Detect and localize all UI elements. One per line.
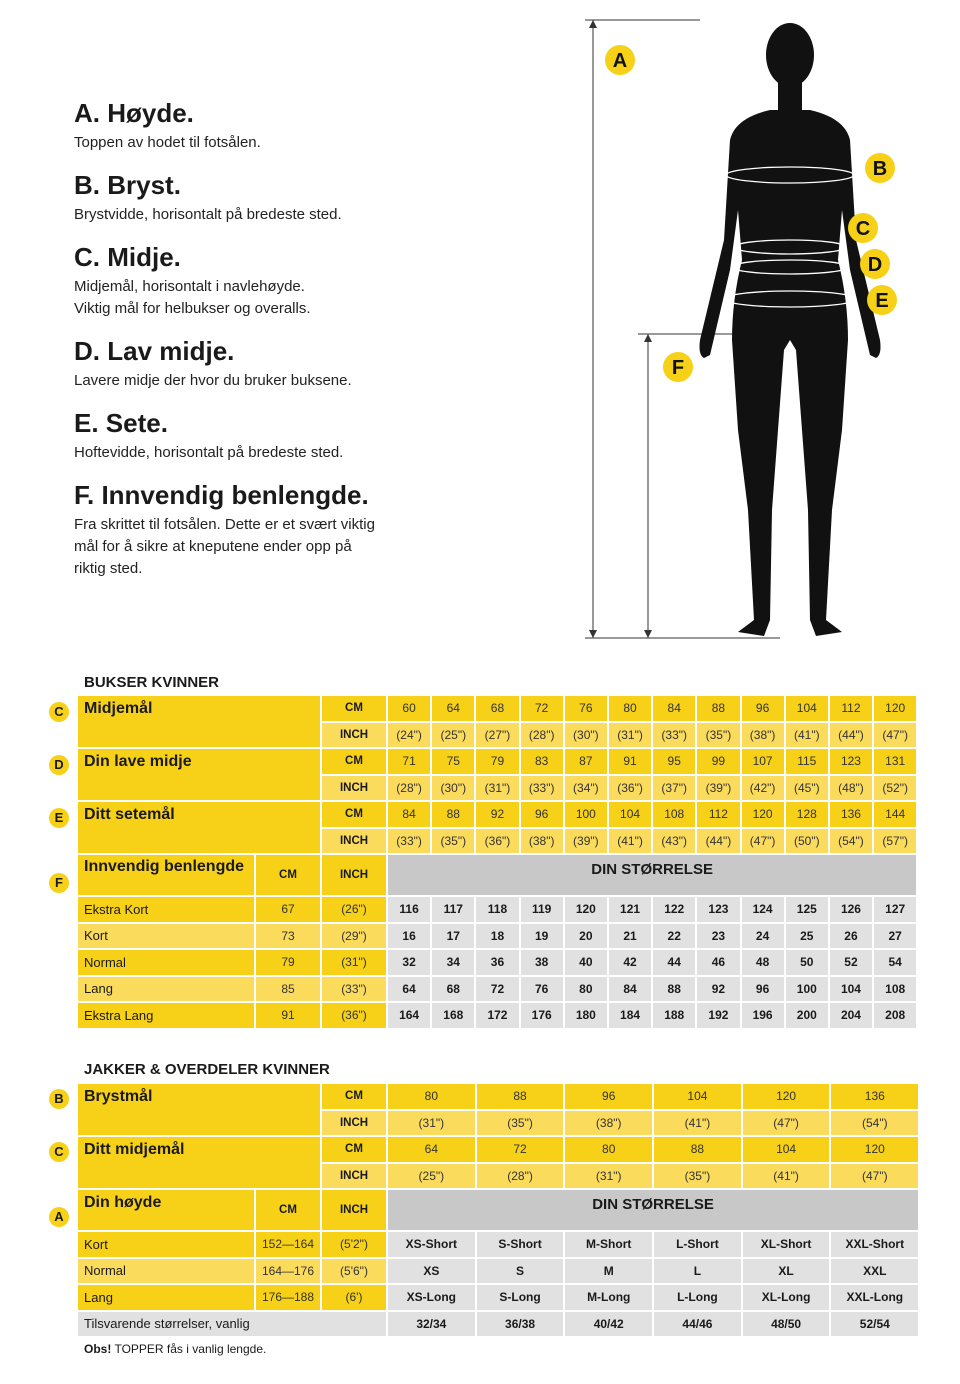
cm-value: 84 bbox=[388, 802, 430, 827]
inch-value: (31") bbox=[476, 776, 518, 801]
definition-item bbox=[74, 168, 474, 226]
size-value: L bbox=[654, 1259, 741, 1284]
badge-f: F bbox=[49, 873, 69, 893]
measure-label: Ditt midjemål bbox=[78, 1137, 320, 1188]
size-value: 21 bbox=[609, 924, 651, 949]
inseam-row bbox=[78, 977, 916, 1002]
inseam-label: Innvendig benlengde bbox=[78, 855, 254, 895]
definition-text: Midjemål, horisontalt i navlehøyde. Viktig mål for helbukser og overalls. bbox=[74, 278, 311, 317]
measure-row-cm bbox=[78, 696, 916, 721]
inch-value: (24") bbox=[388, 723, 430, 748]
size-value: 34 bbox=[432, 950, 474, 975]
inch-value: (25") bbox=[388, 1164, 475, 1189]
female-silhouette bbox=[700, 23, 881, 636]
unit-inch: INCH bbox=[322, 1111, 386, 1136]
height-inch: (5'6") bbox=[322, 1259, 386, 1284]
inch-value: (39") bbox=[697, 776, 739, 801]
height-label: Din høyde bbox=[78, 1190, 254, 1230]
inseam-row bbox=[78, 897, 916, 922]
badge-c: C bbox=[49, 702, 69, 722]
size-value: 120 bbox=[565, 897, 607, 922]
unit-cm: CM bbox=[322, 1137, 386, 1162]
size-value: 117 bbox=[432, 897, 474, 922]
equiv-value: 32/34 bbox=[388, 1312, 475, 1337]
inseam-row-label: Kort bbox=[78, 924, 254, 949]
inch-value: (43") bbox=[653, 829, 695, 854]
inch-value: (41") bbox=[609, 829, 651, 854]
badge-e: E bbox=[49, 808, 69, 828]
inch-value: (41") bbox=[743, 1164, 830, 1189]
inseam-cm: 91 bbox=[256, 1003, 320, 1028]
inch-value: (50") bbox=[786, 829, 828, 854]
cm-value: 136 bbox=[830, 802, 872, 827]
inch-value: (31") bbox=[388, 1111, 475, 1136]
inseam-cm: 73 bbox=[256, 924, 320, 949]
definition-text: Fra skrittet til fotsålen. Dette er et svært viktig mål for å sikre at kneputene ender opp på riktig sted. bbox=[74, 516, 375, 577]
inseam-row-label: Ekstra Kort bbox=[78, 897, 254, 922]
badge-b: B bbox=[49, 1089, 69, 1109]
inseam-inch: (26") bbox=[322, 897, 386, 922]
inseam-header-row bbox=[78, 855, 916, 895]
size-value: 172 bbox=[476, 1003, 518, 1028]
inch-value: (41") bbox=[786, 723, 828, 748]
cm-value: 108 bbox=[653, 802, 695, 827]
cm-value: 88 bbox=[432, 802, 474, 827]
size-value: 100 bbox=[786, 977, 828, 1002]
cm-value: 96 bbox=[521, 802, 563, 827]
cm-value: 104 bbox=[786, 696, 828, 721]
cm-value: 76 bbox=[565, 696, 607, 721]
cm-value: 80 bbox=[388, 1084, 475, 1109]
height-cm: 176—188 bbox=[256, 1285, 320, 1310]
size-value: M-Short bbox=[565, 1232, 652, 1257]
inch-value: (36") bbox=[476, 829, 518, 854]
height-unit-inch: INCH bbox=[322, 1190, 386, 1230]
footnote-text: TOPPER fås i vanlig lengde. bbox=[114, 1342, 267, 1356]
cm-value: 88 bbox=[654, 1137, 741, 1162]
inch-value: (35") bbox=[432, 829, 474, 854]
equiv-value: 40/42 bbox=[565, 1312, 652, 1337]
size-value: 124 bbox=[742, 897, 784, 922]
definition-title: F. Innvendig benlengde. bbox=[74, 480, 369, 510]
size-value: 188 bbox=[653, 1003, 695, 1028]
size-value: M bbox=[565, 1259, 652, 1284]
marker-label: C bbox=[855, 218, 871, 240]
cm-value: 115 bbox=[786, 749, 828, 774]
size-value: 26 bbox=[830, 924, 872, 949]
size-value: 16 bbox=[388, 924, 430, 949]
inseam-inch: (31") bbox=[322, 950, 386, 975]
height-row-label: Lang bbox=[78, 1285, 254, 1310]
equiv-value: 44/46 bbox=[654, 1312, 741, 1337]
inseam-inch: (33") bbox=[322, 977, 386, 1002]
inch-value: (47") bbox=[743, 1111, 830, 1136]
size-value: 48 bbox=[742, 950, 784, 975]
size-value: 84 bbox=[609, 977, 651, 1002]
inch-value: (39") bbox=[565, 829, 607, 854]
inseam-cm: 79 bbox=[256, 950, 320, 975]
size-value: L-Short bbox=[654, 1232, 741, 1257]
cm-value: 72 bbox=[521, 696, 563, 721]
inch-value: (33") bbox=[388, 829, 430, 854]
cm-value: 84 bbox=[653, 696, 695, 721]
inseam-cm: 85 bbox=[256, 977, 320, 1002]
equiv-label: Tilsvarende størrelser, vanlig bbox=[78, 1312, 386, 1337]
height-row bbox=[78, 1285, 918, 1310]
cm-value: 88 bbox=[697, 696, 739, 721]
size-value: 36 bbox=[476, 950, 518, 975]
inch-value: (47") bbox=[874, 723, 916, 748]
size-value: 123 bbox=[697, 897, 739, 922]
size-value: XS-Long bbox=[388, 1285, 475, 1310]
cm-value: 100 bbox=[565, 802, 607, 827]
size-value: 196 bbox=[742, 1003, 784, 1028]
size-value: XXL-Short bbox=[831, 1232, 918, 1257]
marker-label: B bbox=[872, 158, 888, 180]
definition-item bbox=[74, 406, 474, 464]
height-header-row bbox=[78, 1190, 918, 1230]
measure-label: Din lave midje bbox=[78, 749, 320, 800]
inch-value: (27") bbox=[476, 723, 518, 748]
definition-item bbox=[74, 96, 474, 154]
size-value: XS bbox=[388, 1259, 475, 1284]
cm-value: 96 bbox=[742, 696, 784, 721]
height-inch: (5'2") bbox=[322, 1232, 386, 1257]
footnote-bold: Obs! bbox=[84, 1342, 112, 1356]
cm-value: 112 bbox=[697, 802, 739, 827]
measure-label: Midjemål bbox=[78, 696, 320, 747]
unit-cm: CM bbox=[322, 696, 386, 721]
inch-value: (28") bbox=[388, 776, 430, 801]
measure-row-cm bbox=[78, 1084, 918, 1109]
inseam-row bbox=[78, 924, 916, 949]
size-value: 121 bbox=[609, 897, 651, 922]
size-value: 164 bbox=[388, 1003, 430, 1028]
measure-label: Ditt setemål bbox=[78, 802, 320, 853]
size-value: L-Long bbox=[654, 1285, 741, 1310]
inch-value: (38") bbox=[742, 723, 784, 748]
size-value: 38 bbox=[521, 950, 563, 975]
size-value: 116 bbox=[388, 897, 430, 922]
inch-value: (41") bbox=[654, 1111, 741, 1136]
height-inch: (6') bbox=[322, 1285, 386, 1310]
inch-value: (33") bbox=[521, 776, 563, 801]
size-value: 27 bbox=[874, 924, 916, 949]
cm-value: 64 bbox=[432, 696, 474, 721]
size-value: 23 bbox=[697, 924, 739, 949]
unit-cm: CM bbox=[322, 1084, 386, 1109]
size-value: 64 bbox=[388, 977, 430, 1002]
inch-value: (30") bbox=[565, 723, 607, 748]
size-value: M-Long bbox=[565, 1285, 652, 1310]
height-unit-cm: CM bbox=[256, 1190, 320, 1230]
size-value: 204 bbox=[830, 1003, 872, 1028]
size-value: XL-Long bbox=[743, 1285, 830, 1310]
cm-value: 120 bbox=[831, 1137, 918, 1162]
size-value: 88 bbox=[653, 977, 695, 1002]
height-cm: 152—164 bbox=[256, 1232, 320, 1257]
marker-label: E bbox=[875, 290, 889, 312]
size-value: 24 bbox=[742, 924, 784, 949]
inseam-row bbox=[78, 950, 916, 975]
inseam-unit-inch: INCH bbox=[322, 855, 386, 895]
size-value: 104 bbox=[830, 977, 872, 1002]
definition-title: C. Midje. bbox=[74, 242, 181, 272]
cm-value: 107 bbox=[742, 749, 784, 774]
unit-inch: INCH bbox=[322, 829, 386, 854]
definition-title: E. Sete. bbox=[74, 408, 168, 438]
cm-value: 104 bbox=[654, 1084, 741, 1109]
size-value: 17 bbox=[432, 924, 474, 949]
unit-cm: CM bbox=[322, 802, 386, 827]
cm-value: 88 bbox=[477, 1084, 564, 1109]
size-value: XXL-Long bbox=[831, 1285, 918, 1310]
definition-item bbox=[74, 240, 474, 320]
measurement-definitions bbox=[74, 96, 474, 594]
inch-value: (47") bbox=[742, 829, 784, 854]
equiv-row bbox=[78, 1312, 918, 1337]
size-value: 108 bbox=[874, 977, 916, 1002]
inch-value: (34") bbox=[565, 776, 607, 801]
definition-text: Brystvidde, horisontalt på bredeste sted. bbox=[74, 206, 342, 223]
size-value: 42 bbox=[609, 950, 651, 975]
size-value: 76 bbox=[521, 977, 563, 1002]
body-measurement-figure bbox=[580, 10, 920, 650]
size-value: 168 bbox=[432, 1003, 474, 1028]
measure-row-cm bbox=[78, 749, 916, 774]
unit-inch: INCH bbox=[322, 1164, 386, 1189]
inch-value: (31") bbox=[609, 723, 651, 748]
cm-value: 92 bbox=[476, 802, 518, 827]
inch-value: (57") bbox=[874, 829, 916, 854]
equiv-value: 48/50 bbox=[743, 1312, 830, 1337]
cm-value: 95 bbox=[653, 749, 695, 774]
cm-value: 87 bbox=[565, 749, 607, 774]
size-value: 200 bbox=[786, 1003, 828, 1028]
cm-value: 131 bbox=[874, 749, 916, 774]
cm-value: 79 bbox=[476, 749, 518, 774]
height-row bbox=[78, 1259, 918, 1284]
inch-value: (35") bbox=[697, 723, 739, 748]
size-value: 46 bbox=[697, 950, 739, 975]
height-row-label: Normal bbox=[78, 1259, 254, 1284]
size-value: 54 bbox=[874, 950, 916, 975]
size-value: 127 bbox=[874, 897, 916, 922]
cm-value: 120 bbox=[874, 696, 916, 721]
cm-value: 112 bbox=[830, 696, 872, 721]
marker-label: D bbox=[867, 254, 883, 276]
cm-value: 120 bbox=[742, 802, 784, 827]
inch-value: (35") bbox=[477, 1111, 564, 1136]
size-value: 192 bbox=[697, 1003, 739, 1028]
inch-value: (37") bbox=[653, 776, 695, 801]
height-row bbox=[78, 1232, 918, 1257]
cm-value: 123 bbox=[830, 749, 872, 774]
inseam-row-label: Normal bbox=[78, 950, 254, 975]
cm-value: 71 bbox=[388, 749, 430, 774]
jackets-size-table bbox=[76, 1082, 920, 1338]
inch-value: (28") bbox=[521, 723, 563, 748]
badge-d: D bbox=[49, 755, 69, 775]
inch-value: (28") bbox=[477, 1164, 564, 1189]
definition-item bbox=[74, 334, 474, 392]
definition-item bbox=[74, 478, 474, 580]
size-value: 125 bbox=[786, 897, 828, 922]
inch-value: (31") bbox=[565, 1164, 652, 1189]
inseam-inch: (36") bbox=[322, 1003, 386, 1028]
cm-value: 91 bbox=[609, 749, 651, 774]
size-value: S bbox=[477, 1259, 564, 1284]
equiv-value: 52/54 bbox=[831, 1312, 918, 1337]
cm-value: 99 bbox=[697, 749, 739, 774]
inseam-row bbox=[78, 1003, 916, 1028]
equiv-value: 36/38 bbox=[477, 1312, 564, 1337]
cm-value: 64 bbox=[388, 1137, 475, 1162]
size-value: 92 bbox=[697, 977, 739, 1002]
size-value: 20 bbox=[565, 924, 607, 949]
size-value: 208 bbox=[874, 1003, 916, 1028]
size-value: 44 bbox=[653, 950, 695, 975]
size-value: 25 bbox=[786, 924, 828, 949]
inseam-cm: 67 bbox=[256, 897, 320, 922]
cm-value: 128 bbox=[786, 802, 828, 827]
pants-size-table bbox=[76, 694, 918, 1030]
size-value: XS-Short bbox=[388, 1232, 475, 1257]
size-value: XXL bbox=[831, 1259, 918, 1284]
cm-value: 104 bbox=[743, 1137, 830, 1162]
measure-row-cm bbox=[78, 802, 916, 827]
inseam-inch: (29") bbox=[322, 924, 386, 949]
inch-value: (44") bbox=[830, 723, 872, 748]
size-value: XL bbox=[743, 1259, 830, 1284]
inseam-unit-cm: CM bbox=[256, 855, 320, 895]
cm-value: 80 bbox=[609, 696, 651, 721]
unit-inch: INCH bbox=[322, 776, 386, 801]
size-value: 68 bbox=[432, 977, 474, 1002]
measure-label: Brystmål bbox=[78, 1084, 320, 1135]
inch-value: (45") bbox=[786, 776, 828, 801]
definition-title: B. Bryst. bbox=[74, 170, 181, 200]
inseam-row-label: Ekstra Lang bbox=[78, 1003, 254, 1028]
jackets-section-title: JAKKER & OVERDELER KVINNER bbox=[84, 1061, 330, 1078]
size-value: XL-Short bbox=[743, 1232, 830, 1257]
size-value: S-Short bbox=[477, 1232, 564, 1257]
height-cm: 164—176 bbox=[256, 1259, 320, 1284]
cm-value: 60 bbox=[388, 696, 430, 721]
inch-value: (25") bbox=[432, 723, 474, 748]
inch-value: (47") bbox=[831, 1164, 918, 1189]
inch-value: (35") bbox=[654, 1164, 741, 1189]
definition-text: Lavere midje der hvor du bruker buksene. bbox=[74, 372, 352, 389]
inch-value: (42") bbox=[742, 776, 784, 801]
size-value: 52 bbox=[830, 950, 872, 975]
size-value: 22 bbox=[653, 924, 695, 949]
cm-value: 72 bbox=[477, 1137, 564, 1162]
inseam-row-label: Lang bbox=[78, 977, 254, 1002]
definition-title: A. Høyde. bbox=[74, 98, 194, 128]
size-value: 50 bbox=[786, 950, 828, 975]
cm-value: 75 bbox=[432, 749, 474, 774]
size-value: 122 bbox=[653, 897, 695, 922]
size-value: 118 bbox=[476, 897, 518, 922]
cm-value: 120 bbox=[743, 1084, 830, 1109]
cm-value: 136 bbox=[831, 1084, 918, 1109]
definition-text: Toppen av hodet til fotsålen. bbox=[74, 134, 261, 151]
badge-c: C bbox=[49, 1142, 69, 1162]
inch-value: (38") bbox=[521, 829, 563, 854]
inch-value: (54") bbox=[830, 829, 872, 854]
size-value: 180 bbox=[565, 1003, 607, 1028]
inch-value: (33") bbox=[653, 723, 695, 748]
size-value: 32 bbox=[388, 950, 430, 975]
size-value: S-Long bbox=[477, 1285, 564, 1310]
size-value: 176 bbox=[521, 1003, 563, 1028]
inch-value: (48") bbox=[830, 776, 872, 801]
inch-value: (44") bbox=[697, 829, 739, 854]
size-value: 96 bbox=[742, 977, 784, 1002]
badge-a: A bbox=[49, 1207, 69, 1227]
footnote bbox=[84, 1342, 266, 1356]
unit-cm: CM bbox=[322, 749, 386, 774]
cm-value: 68 bbox=[476, 696, 518, 721]
cm-value: 104 bbox=[609, 802, 651, 827]
unit-inch: INCH bbox=[322, 723, 386, 748]
size-value: 119 bbox=[521, 897, 563, 922]
size-header: DIN STØRRELSE bbox=[388, 1190, 918, 1230]
definition-text: Hoftevidde, horisontalt på bredeste sted. bbox=[74, 444, 344, 461]
size-value: 80 bbox=[565, 977, 607, 1002]
cm-value: 83 bbox=[521, 749, 563, 774]
inch-value: (54") bbox=[831, 1111, 918, 1136]
measure-row-cm bbox=[78, 1137, 918, 1162]
pants-section-title: BUKSER KVINNER bbox=[84, 674, 220, 691]
size-value: 72 bbox=[476, 977, 518, 1002]
size-value: 40 bbox=[565, 950, 607, 975]
inch-value: (36") bbox=[609, 776, 651, 801]
size-value: 184 bbox=[609, 1003, 651, 1028]
size-value: 126 bbox=[830, 897, 872, 922]
inch-value: (38") bbox=[565, 1111, 652, 1136]
size-header: DIN STØRRELSE bbox=[388, 855, 916, 895]
size-value: 19 bbox=[521, 924, 563, 949]
inch-value: (52") bbox=[874, 776, 916, 801]
cm-value: 144 bbox=[874, 802, 916, 827]
cm-value: 96 bbox=[565, 1084, 652, 1109]
height-row-label: Kort bbox=[78, 1232, 254, 1257]
marker-label: F bbox=[671, 357, 685, 379]
inch-value: (30") bbox=[432, 776, 474, 801]
definition-title: D. Lav midje. bbox=[74, 336, 235, 366]
marker-label: A bbox=[612, 50, 628, 72]
size-value: 18 bbox=[476, 924, 518, 949]
cm-value: 80 bbox=[565, 1137, 652, 1162]
